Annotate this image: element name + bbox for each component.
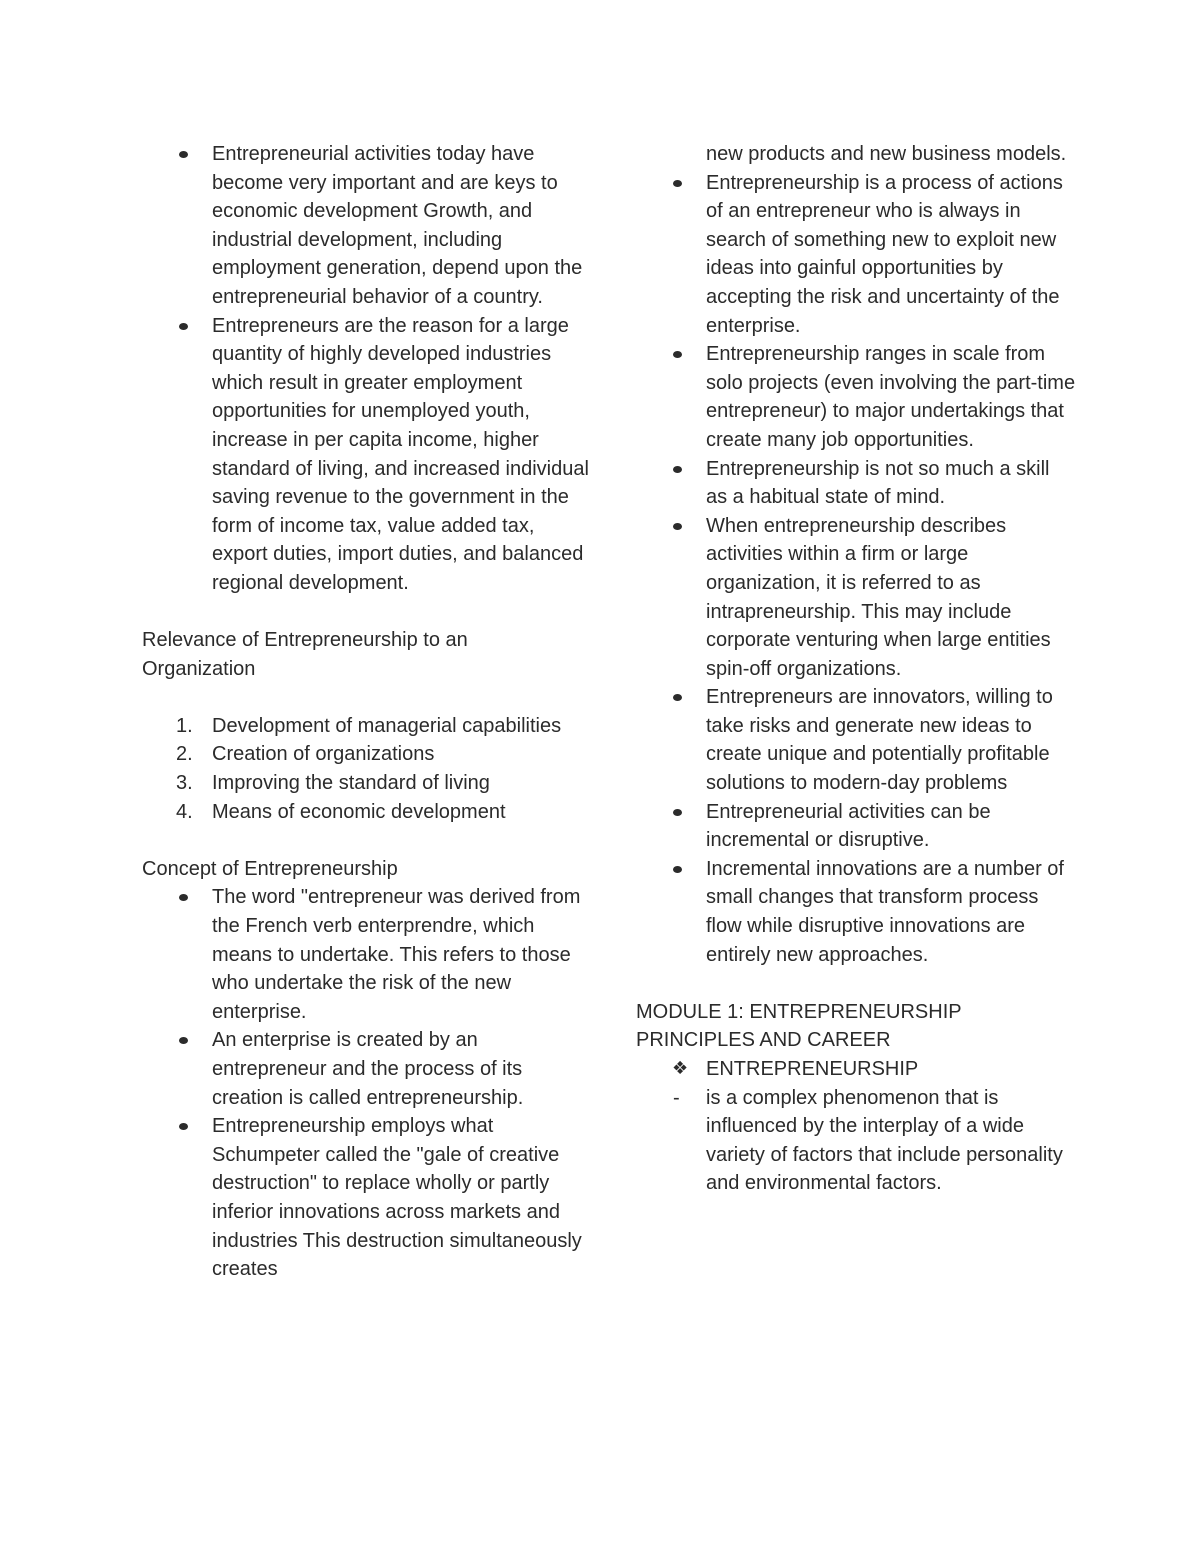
list-item: Entrepreneurs are innovators, willing to take risks and generate new ideas to create unique and potentially profitable solutions to modern-day problems — [636, 683, 1076, 797]
list-item — [142, 712, 592, 741]
list-item-text: Improving the standard of living — [212, 772, 490, 795]
list-item — [142, 740, 592, 769]
list-number: 3. — [176, 772, 193, 795]
list-item: Entrepreneurship employs what Schumpeter called the "gale of creative destruction" to replace wholly or partly inferior innovations across markets and industries This destruction simultaneously creates — [142, 1112, 592, 1284]
list-item-text: is a complex phenomenon that is influenced by the interplay of a wide variety of factors that include personality and environmental factors. — [706, 1086, 1063, 1195]
diamond-bullet-icon: ❖ — [672, 1058, 689, 1079]
list-item-text: Means of economic development — [212, 800, 506, 823]
left-column — [142, 140, 592, 1284]
intro-bullet-list — [142, 140, 592, 598]
list-item: The word "entrepreneur was derived from the French verb enterprendre, which means to undertake. This refers to those who undertake the risk of the new enterprise. — [142, 883, 592, 1026]
list-item-text: Creation of organizations — [212, 743, 435, 766]
continued-text: new products and new business models. — [706, 143, 1067, 165]
list-item — [636, 1084, 1076, 1198]
list-item: Entrepreneurship is not so much a skill as a habitual state of mind. — [636, 455, 1076, 512]
list-number: 2. — [176, 743, 193, 766]
list-item — [142, 769, 592, 798]
list-number: 4. — [176, 800, 193, 823]
list-item: Entrepreneurship ranges in scale from solo projects (even involving the part-time entrepreneur) to major undertakings that create many job opportunities. — [636, 340, 1076, 454]
right-column — [636, 140, 1076, 1198]
module-dash-list — [636, 1084, 1076, 1198]
concept-bullet-list — [142, 883, 592, 1283]
relevance-heading: Relevance of Entrepreneurship to an Organization — [142, 629, 468, 680]
list-item: An enterprise is created by an entrepreneur and the process of its creation is called entrepreneurship. — [142, 1026, 592, 1112]
dash-bullet-icon: - — [673, 1086, 680, 1109]
list-item-text: ENTREPRENEURSHIP — [706, 1058, 919, 1080]
list-item: When entrepreneurship describes activities within a firm or large organization, it is referred to as intrapreneurship. This may include corporate venturing when large entities spin-off organizations. — [636, 512, 1076, 684]
concept-heading: Concept of Entrepreneurship — [142, 857, 398, 880]
list-item — [636, 1055, 1076, 1084]
module-diamond-list — [636, 1055, 1076, 1084]
list-item: Entrepreneurs are the reason for a large quantity of highly developed industries which result in greater employment opportunities for unemployed youth, increase in per capita income, higher standard of living, and increased individual saving revenue to the government in the form of income tax, value added tax, export duties, import duties, and balanced regional development. — [142, 312, 592, 598]
right-bullet-list — [636, 169, 1076, 970]
list-item: Entrepreneurial activities today have become very important and are keys to economic development Growth, and industrial development, including employment generation, depend upon the entrepreneurial behavior of a country. — [142, 140, 592, 312]
list-item — [142, 798, 592, 827]
relevance-numbered-list — [142, 712, 592, 826]
list-item: Incremental innovations are a number of small changes that transform process flow while disruptive innovations are entirely new approaches. — [636, 855, 1076, 969]
list-number: 1. — [176, 714, 193, 737]
list-item: Entrepreneurship is a process of actions of an entrepreneur who is always in search of something new to exploit new ideas into gainful opportunities by accepting the risk and uncertainty of the enterprise. — [636, 169, 1076, 341]
module-heading: MODULE 1: ENTREPRENEURSHIP PRINCIPLES AND CAREER — [636, 1000, 962, 1052]
list-item-text: Development of managerial capabilities — [212, 714, 562, 737]
list-item: Entrepreneurial activities can be incremental or disruptive. — [636, 798, 1076, 855]
